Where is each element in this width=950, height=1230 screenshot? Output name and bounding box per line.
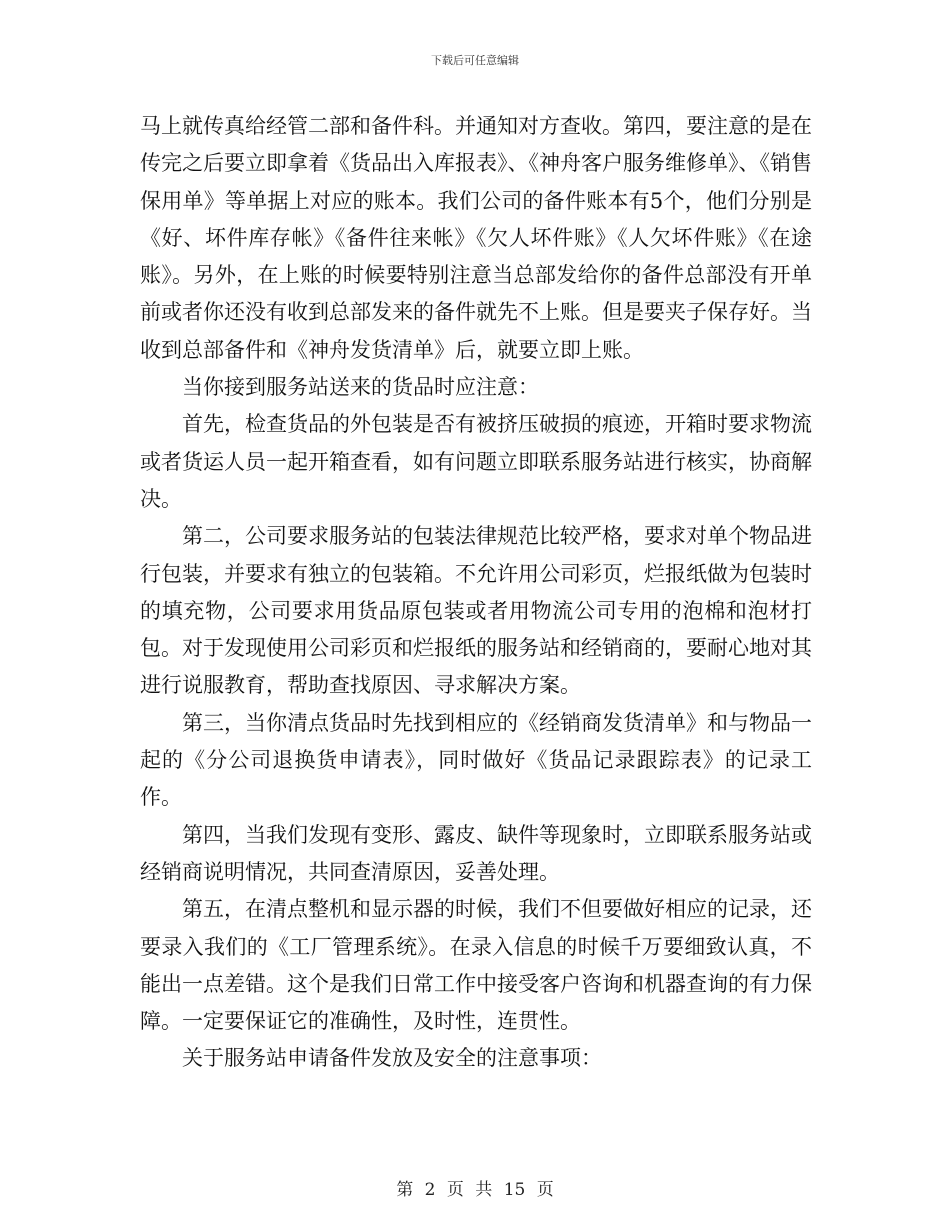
page-number-footer: 第 2 页 共 15 页 <box>396 1180 554 1200</box>
page-header: 下载后可任意编辑 <box>431 54 519 67</box>
paragraph-6: 第四，当我们发现有变形、露皮、缺件等现象时，立即联系服务站或经销商说明情况，共同查清原因，妥善处理。 <box>140 822 812 884</box>
paragraph-8: 关于服务站申请备件发放及安全的注意事项： <box>182 1046 602 1071</box>
paragraph-5: 第三，当你清点货品时先找到相应的《经销商发货清单》和与物品一起的《分公司退换货申请表》，同时做好《货品记录跟踪表》的记录工作。 <box>140 710 812 810</box>
document-body <box>140 108 812 1078</box>
paragraph-2: 当你接到服务站送来的货品时应注意： <box>182 375 539 400</box>
paragraph-1: 马上就传真给经管二部和备件科。并通知对方查收。第四，要注意的是在传完之后要立即拿着《货品出入库报表》、《神舟客户服务维修单》、《销售保用单》等单据上对应的账本。我们公司的备件账本有5个，他们分别是《好、坏件库存帐》《备件往来帐》《欠人坏件账》《人欠坏件账》《在途账》。另外，在上账的时候要特别注意当总部发给你的备件总部没有开单前或者你还没有收到总部发来的备件就先不上账。但是要夹子保存好。当收到总部备件和《神舟发货清单》后，就要立即上账。 <box>140 114 812 362</box>
paragraph-3: 首先，检查货品的外包装是否有被挤压破损的痕迹，开箱时要求物流或者货运人员一起开箱查看，如有问题立即联系服务站进行核实，协商解决。 <box>140 412 812 511</box>
paragraph-4: 第二，公司要求服务站的包装法律规范比较严格，要求对单个物品进行包装，并要求有独立的包装箱。不允许用公司彩页，烂报纸做为包装时的填充物，公司要求用货品原包装或者用物流公司专用的泡棉和泡材打包。对于发现使用公司彩页和烂报纸的服务站和经销商的，要耐心地对其进行说服教育，帮助查找原因、寻求解决方案。 <box>140 524 812 698</box>
paragraph-7: 第五，在清点整机和显示器的时候，我们不但要做好相应的记录，还要录入我们的《工厂管理系统》。在录入信息的时候千万要细致认真，不能出一点差错。这个是我们日常工作中接受客户咨询和机器查询的有力保障。一定要保证它的准确性，及时性，连贯性。 <box>140 897 812 1034</box>
